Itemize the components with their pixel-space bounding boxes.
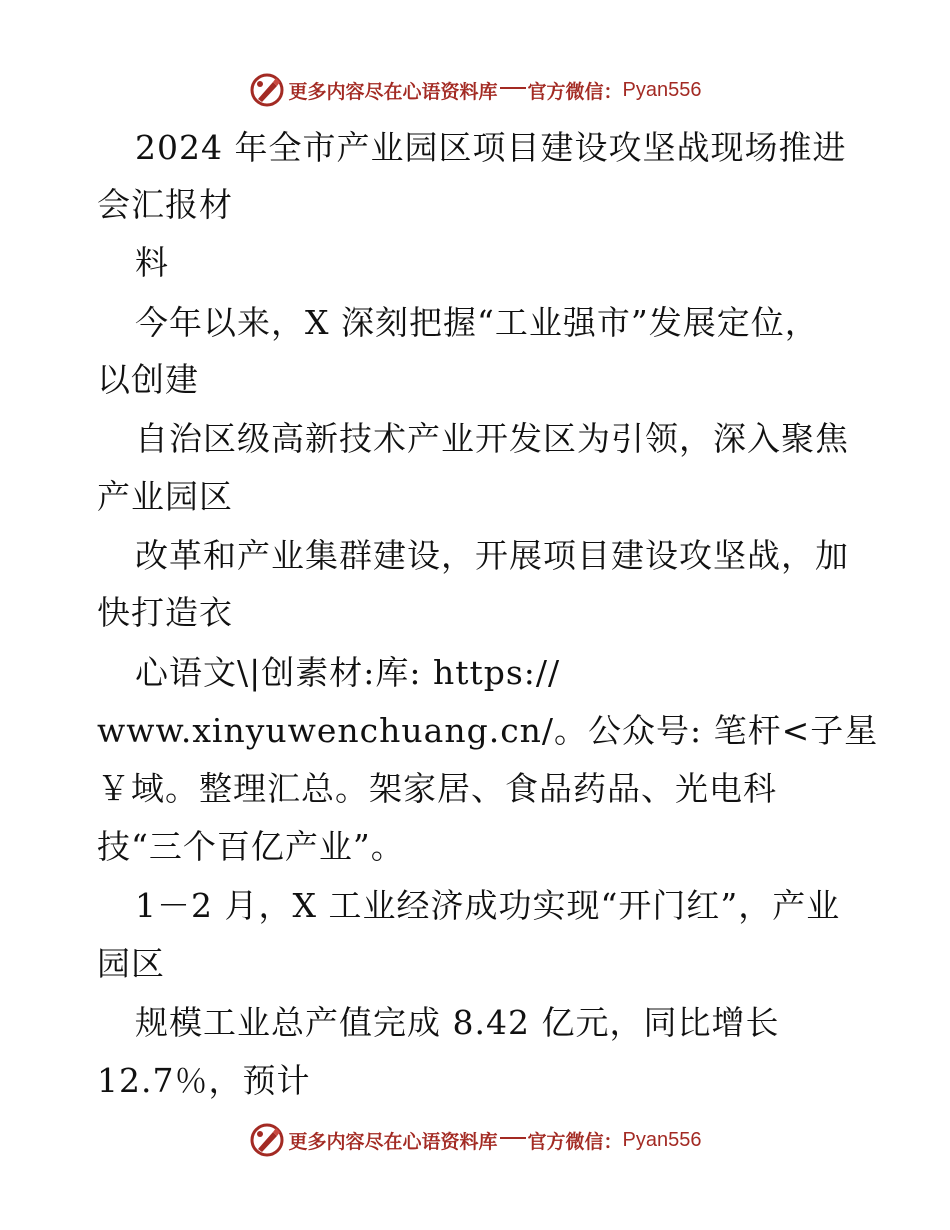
watermark-dash (500, 87, 526, 89)
text-line: 12.7％，预计 (97, 1061, 311, 1100)
watermark-wechat-label: 官方微信： (527, 1130, 623, 1153)
watermark-wechat-label: 官方微信： (527, 80, 623, 103)
pen-logo-icon (249, 1122, 285, 1158)
text-line: 心语文\|创素材:库: https:// (135, 653, 561, 692)
pen-logo-icon (249, 72, 285, 108)
text-line: 1－2 月，X 工业经济成功实现“开门红”，产业 (135, 886, 841, 925)
text-line: 改革和产业集群建设，开展项目建设攻坚战，加 (135, 536, 849, 575)
watermark-dash (500, 1137, 526, 1139)
text-line: www.xinyuwenchuang.cn/。公众号: 笔杆<子星 (97, 711, 879, 750)
text-line: 产业园区 (97, 477, 233, 516)
text-line: 快打造衣 (97, 593, 233, 632)
text-line: 以创建 (97, 360, 199, 399)
text-line: 今年以来，X 深刻把握“工业强市”发展定位， (135, 303, 819, 342)
header-watermark (0, 70, 950, 110)
watermark-title: 更多内容尽在心语资料库 (288, 1130, 498, 1153)
watermark-wechat-id: Pyan556 (622, 78, 702, 101)
text-line: ￥域。整理汇总。架家居、食品药品、光电科 (97, 769, 777, 808)
watermark-wechat-id: Pyan556 (622, 1128, 702, 1151)
text-line: 自治区级高新技术产业开发区为引领，深入聚焦 (135, 419, 849, 458)
text-line: 会汇报材 (97, 185, 233, 224)
text-line: 2024 年全市产业园区项目建设攻坚战现场推进 (135, 128, 847, 167)
text-line: 规模工业总产值完成 8.42 亿元，同比增长 (135, 1003, 780, 1042)
text-line: 料 (135, 243, 169, 282)
footer-watermark (0, 1120, 950, 1160)
text-line: 园区 (97, 944, 165, 983)
watermark-title: 更多内容尽在心语资料库 (288, 80, 498, 103)
text-line: 技“三个百亿产业”。 (97, 827, 405, 866)
